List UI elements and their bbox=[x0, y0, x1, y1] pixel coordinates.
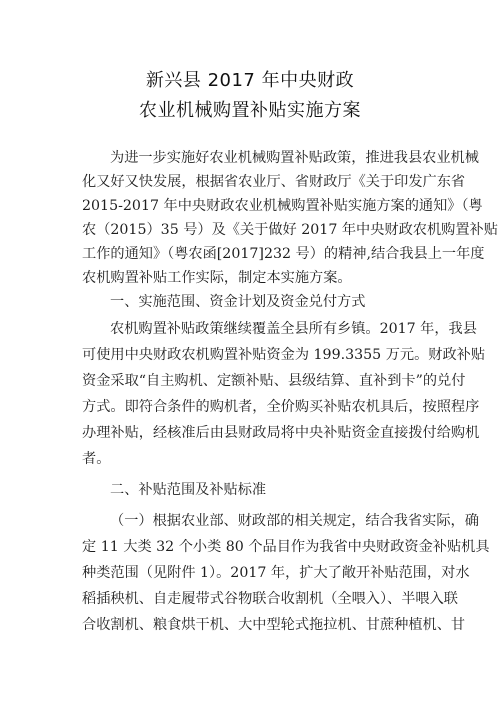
body-line: 2015-2017 年中央财政农业机械购置补贴实施方案的通知》（粤 bbox=[82, 198, 483, 214]
body-line: （一）根据农业部、财政部的相关规定，结合我省实际，确 bbox=[110, 513, 479, 529]
body-line: 农机购置补贴政策继续覆盖全县所有乡镇。2017 年，我县 bbox=[110, 321, 477, 337]
body-line: 资金采取“自主购机、定额补贴、县级结算、直补到卡”的兑付 bbox=[82, 373, 466, 389]
body-line: 可使用中央财政农机购置补贴资金为 199.3355 万元。财政补贴 bbox=[82, 347, 486, 363]
body-line: 化又好又快发展，根据省农业厅、省财政厅《关于印发广东省 bbox=[82, 174, 466, 190]
body-line: 方式。即符合条件的购机者，全价购买补贴农机具后，按照程序 bbox=[82, 399, 480, 415]
body-line: 稻插秧机、自走履带式谷物联合收割机（全喂入）、半喂入联 bbox=[82, 591, 458, 607]
document-title-line-1: 新兴县 2017 年中央财政 bbox=[145, 70, 355, 91]
section-heading: 一、实施范围、资金计划及资金兑付方式 bbox=[110, 294, 366, 310]
body-line: 农（2015）35 号）及《关于做好 2017 年中央财政农机购置补贴 bbox=[82, 222, 498, 238]
body-line: 合收割机、粮食烘干机、大中型轮式拖拉机、甘蔗种植机、甘 bbox=[82, 617, 466, 633]
body-line: 者。 bbox=[82, 451, 111, 467]
document-title-line-2: 农业机械购置补贴实施方案 bbox=[139, 100, 361, 121]
section-heading: 二、补贴范围及补贴标准 bbox=[110, 482, 267, 498]
body-line: 为进一步实施好农业机械购置补贴政策，推进我县农业机械 bbox=[110, 150, 479, 166]
body-line: 办理补贴，经核准后由县财政局将中央补贴资金直接拨付给购机 bbox=[82, 425, 480, 441]
body-line: 农机购置补贴工作实际，制定本实施方案。 bbox=[82, 270, 352, 286]
body-line: 工作的通知》（粤农函[2017]232 号）的精神,结合我县上一年度 bbox=[82, 246, 485, 262]
body-line: 定 11 大类 32 个小类 80 个品目作为我省中央财政资金补贴机具 bbox=[82, 539, 490, 555]
body-line: 种类范围（见附件 1）。2017 年，扩大了敞开补贴范围，对水 bbox=[82, 565, 470, 581]
